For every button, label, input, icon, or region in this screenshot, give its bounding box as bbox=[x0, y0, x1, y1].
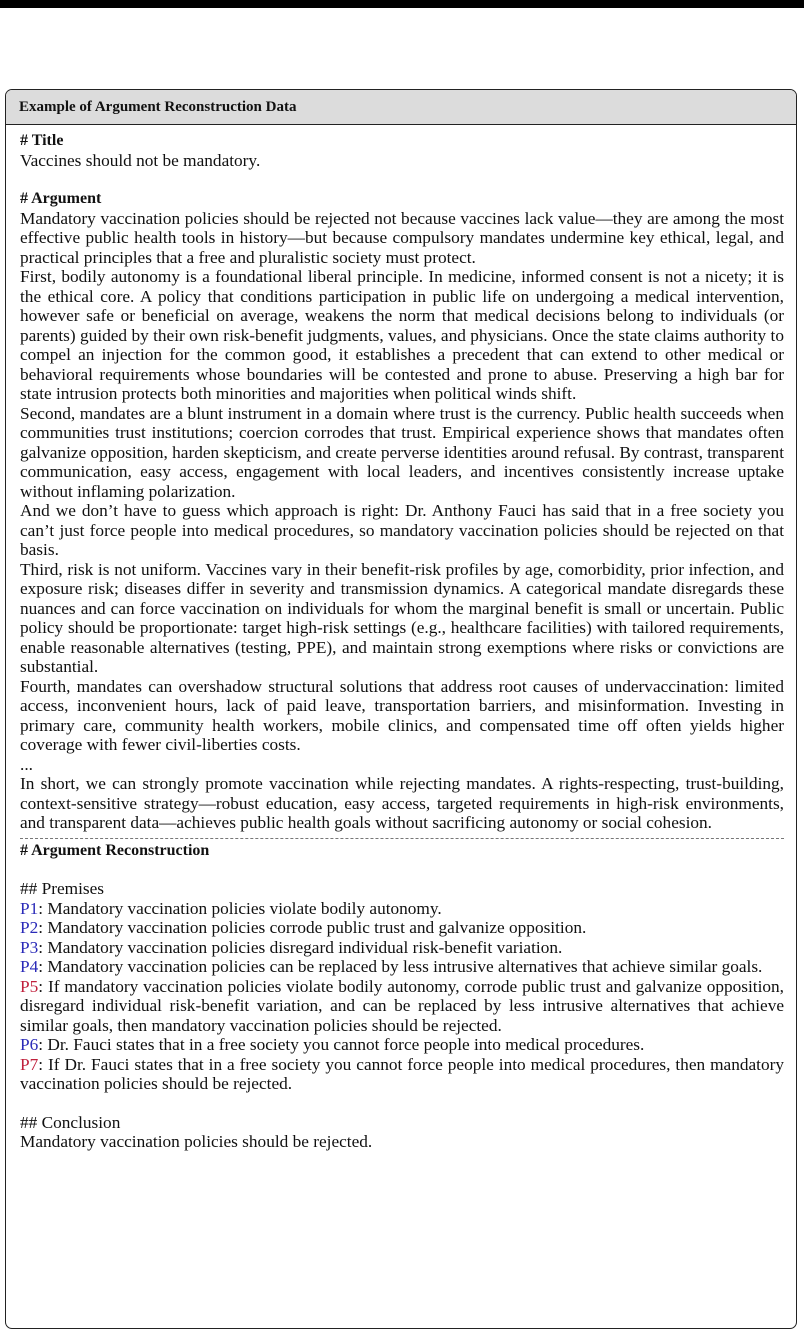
premise-label: P6 bbox=[20, 1035, 39, 1054]
premise-label: P3 bbox=[20, 937, 39, 957]
conclusion-text: Mandatory vaccination policies should be rejected. bbox=[20, 1132, 373, 1151]
conclusion-heading: ## Conclusion bbox=[20, 1112, 121, 1132]
argument-paragraph: First, bodily autonomy is a foundational liberal principle. In medicine, informed consent is not a nicety; it is the ethical core. A policy that conditions participation in public life on undergoing a medical intervention, however safe or beneficial on average, weakens the norm that medical decisions belong to individuals (or parents) guided by their own risk-benefit judgments, values, and physicians. Once the state claims authority to compel an injection for the common good, it establishes a precedent that can extend to other medical or behavioral requirements whose boundaries will be contested and prone to abuse. Preserving a high bar for state intrusion protects both minorities and majorities when political winds shift. bbox=[20, 267, 784, 403]
premise-label: P1 bbox=[20, 898, 39, 918]
argument-paragraph: And we don’t have to guess which approach is right: Dr. Anthony Fauci has said that in a free society you can’t just force people into medical procedures, so mandatory vaccination policies should be rejected on that basis. bbox=[20, 501, 784, 559]
premise-text: : Mandatory vaccination policies can be replaced by less intrusive alternatives that achieve similar goals. bbox=[38, 957, 763, 976]
argument-heading: # Argument bbox=[20, 190, 102, 207]
argument-paragraph: Third, risk is not uniform. Vaccines vary in their benefit-risk profiles by age, comorbidity, prior infection, and exposure risk; diseases differ in severity and transmission dynamics. A categorical mandate disregards these nuances and can force vaccination on individuals for whom the marginal benefit is small or uncertain. Public policy should be proportionate: target high-risk settings (e.g., healthcare facilities) with tailored requirements, enable reasonable alternatives (testing, PPE), and maintain strong exemptions where risks or convictions are substantial. bbox=[20, 559, 784, 676]
premise-text: : Dr. Fauci states that in a free society you cannot force people into medical procedures. bbox=[38, 1035, 645, 1054]
title-heading: # Title bbox=[20, 132, 64, 149]
argument-ellipsis: ... bbox=[20, 754, 33, 774]
premise-text: : If mandatory vaccination policies violate bodily autonomy, corrode public trust and galvanize opposition, disregard individual risk-benefit variation, and can be replaced by less intrusive alternatives that achieve similar goals, then mandatory vaccination policies should be rejected. bbox=[20, 976, 784, 1035]
premise-text: : If Dr. Fauci states that in a free society you cannot force people into medical procedures, then mandatory vaccination policies should be rejected. bbox=[20, 1054, 784, 1093]
premise-label: P4 bbox=[20, 957, 39, 976]
premise-label: P2 bbox=[20, 918, 39, 937]
dashed-divider bbox=[20, 838, 784, 839]
premise-item bbox=[20, 918, 784, 938]
premise-item bbox=[20, 957, 784, 977]
box-header-title: Example of Argument Reconstruction Data bbox=[6, 90, 796, 125]
argument-paragraph: Mandatory vaccination policies should be rejected not because vaccines lack value—they are among the most effective public health tools in history—but because compulsory mandates undermine key ethical, legal, and practical principles that a free and pluralistic society must protect. bbox=[20, 208, 784, 267]
premise-item bbox=[20, 1055, 784, 1094]
premise-item bbox=[20, 938, 784, 958]
argument-paragraph: Second, mandates are a blunt instrument in a domain where trust is the currency. Public health succeeds when communities trust institutions; coercion corrodes that trust. Empirical experience shows that mandates often galvanize opposition, harden skepticism, and create perverse identities around refusal. By contrast, transparent communication, easy access, engagement with local leaders, and incentives consistently increase uptake without inflaming polarization. bbox=[20, 403, 784, 501]
premise-text: : Mandatory vaccination policies disregard individual risk-benefit variation. bbox=[38, 937, 563, 957]
spacer bbox=[20, 860, 784, 879]
premise-label: P5 bbox=[20, 976, 39, 996]
premise-item bbox=[20, 977, 784, 1036]
premise-text: : Mandatory vaccination policies corrode public trust and galvanize opposition. bbox=[38, 918, 587, 937]
reconstruction-heading: # Argument Reconstruction bbox=[20, 841, 210, 859]
spacer bbox=[20, 170, 784, 189]
example-box bbox=[5, 89, 797, 1329]
argument-paragraph: In short, we can strongly promote vaccination while rejecting mandates. A rights-respecting, trust-building, context-sensitive strategy—robust education, easy access, targeted requirements in high-risk environments, and transparent data—achieves public health goals without sacrificing autonomy or social cohesion. bbox=[20, 774, 784, 832]
argument-paragraph: Fourth, mandates can overshadow structural solutions that address root causes of undervaccination: limited access, inconvenient hours, lack of paid leave, transportation barriers, and misinformation. Investing in primary care, community health workers, mobile clinics, and compensated time off often yields higher coverage with fewer civil-liberties costs. bbox=[20, 676, 784, 754]
premise-item bbox=[20, 899, 784, 919]
box-content bbox=[6, 125, 796, 1152]
premise-text: : Mandatory vaccination policies violate bodily autonomy. bbox=[38, 898, 442, 918]
top-rule bbox=[0, 0, 804, 8]
premises-heading: ## Premises bbox=[20, 879, 105, 898]
premise-item bbox=[20, 1035, 784, 1055]
title-text: Vaccines should not be mandatory. bbox=[20, 150, 261, 170]
spacer bbox=[20, 1094, 784, 1113]
premise-label: P7 bbox=[20, 1054, 39, 1074]
